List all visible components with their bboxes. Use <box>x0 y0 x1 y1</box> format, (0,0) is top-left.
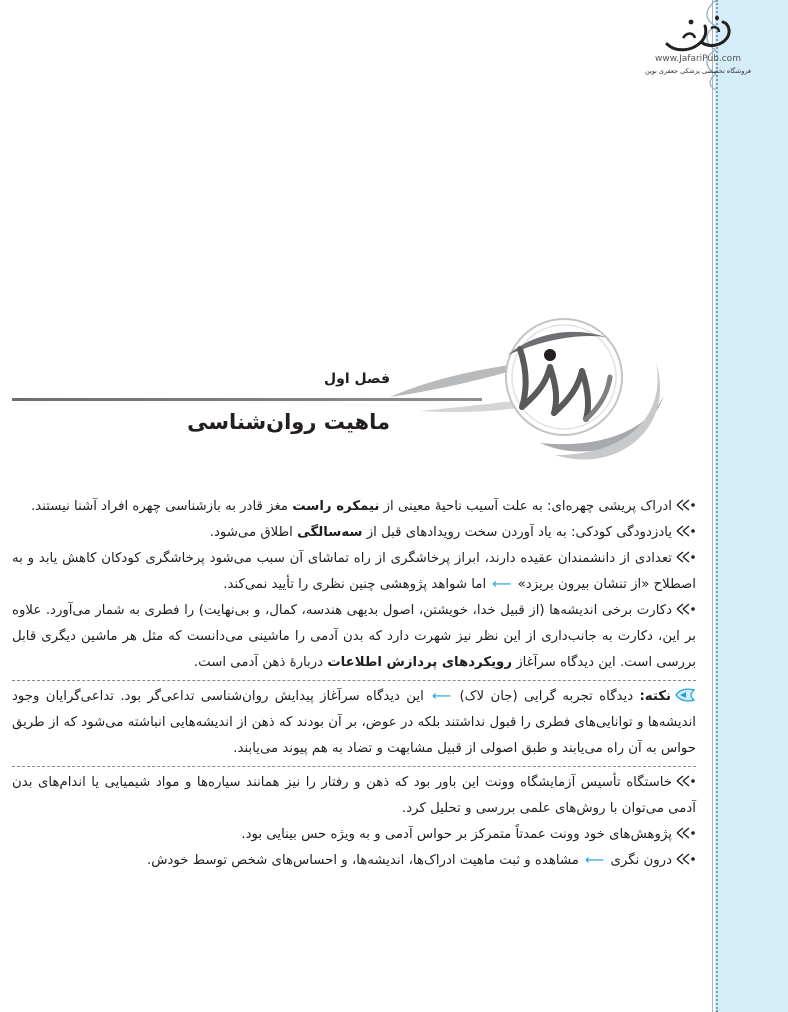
right-arrow-icon: ⟵ <box>432 689 452 704</box>
item-text: اما شواهد پژوهشی چنین نظری را تأیید نمی‌کند. <box>223 577 487 592</box>
side-color-strip <box>715 0 788 1012</box>
double-chevron-bullet-icon <box>676 827 696 839</box>
chapter-title: ماهیت روان‌شناسی <box>187 410 390 434</box>
item-bold-text: سه‌سالگی <box>297 525 363 540</box>
item-text: دکارت برخی اندیشه‌ها (از قبیل خدا، خویشتن، اصول بدیهی هندسه، کمال، و بی‌نهایت) را فطری به شمار می‌آورد. علاوه بر این، دکارت به جانب‌داری از این نظر نیز شهرت دارد که بدن آدمی را ماشینی می‌دانست که مثل هر ماشین دیگری قابل بررسی است. این دیدگاه سرآغاز <box>12 603 696 670</box>
note-block <box>12 684 696 762</box>
note-pointer-icon <box>674 687 696 703</box>
item-text: خاستگاه تأسیس آزمایشگاه وونت این باور بود که ذهن و رفتار را نیز همانند سیاره‌ها و مواد شیمیایی یا اندام‌های بدن آدمی می‌توان با روش‌های علمی بررسی و تحلیل کرد. <box>12 775 696 816</box>
double-chevron-bullet-icon <box>676 499 696 511</box>
publisher-url: www.JafariPub.com <box>655 54 741 64</box>
right-arrow-icon: ⟵ <box>492 577 512 592</box>
note-label: نکته: <box>639 689 671 704</box>
list-item <box>12 598 696 676</box>
chapter-content <box>12 494 696 874</box>
item-text: تعدادی از دانشمندان عقیده دارند، ابراز پرخاشگری از راه تماشای آن سبب می‌شود پرخاشگری کودکان کاهش یابد و به اصطلاح «از تنشان بیرون بریزد» <box>12 551 696 592</box>
chapter-label: فصل اول <box>324 371 390 387</box>
item-text: مغز قادر به بازشناسی چهره افراد آشنا نیستند. <box>30 499 293 514</box>
chapter-rule <box>12 398 482 401</box>
double-chevron-bullet-icon <box>676 551 696 563</box>
item-text: یادزدودگی کودکی: به یاد آوردن سخت رویدادهای قبل از <box>362 525 672 540</box>
item-text: درون نگری <box>606 853 672 868</box>
item-text: پژوهش‌های خود وونت عمدتاً متمرکز بر حواس آدمی و به ویژه حس بینایی بود. <box>241 827 672 842</box>
list-item <box>12 494 696 520</box>
note-text: دیدگاه تجربه گرایی (جان لاک) <box>453 689 640 704</box>
margin-line <box>712 0 713 1012</box>
publisher-logo <box>632 14 764 96</box>
right-arrow-icon: ⟵ <box>585 853 605 868</box>
chapter-emblem <box>380 315 680 465</box>
double-chevron-bullet-icon <box>676 853 696 865</box>
list-item <box>12 770 696 822</box>
double-chevron-bullet-icon <box>676 775 696 787</box>
dashed-divider <box>12 680 696 681</box>
double-chevron-bullet-icon <box>676 525 696 537</box>
item-text: ادراک پریشی چهره‌ای: به علت آسیب ناحیهٔ معینی از <box>379 499 672 514</box>
dashed-divider <box>12 766 696 767</box>
dotted-margin <box>716 0 718 1012</box>
item-text: اطلاق می‌شود. <box>209 525 298 540</box>
item-text: مشاهده و ثبت ماهیت ادراک‌ها، اندیشه‌ها، و احساس‌های شخص توسط خودش. <box>147 853 584 868</box>
item-text: دربارهٔ ذهن آدمی است. <box>193 655 328 670</box>
list-item <box>12 546 696 598</box>
list-item <box>12 848 696 874</box>
publisher-logo-icon <box>661 14 735 54</box>
list-item <box>12 520 696 546</box>
item-bold-text: نیمکره راست <box>292 499 380 514</box>
list-item <box>12 822 696 848</box>
item-bold-text: رویکردهای پردازش اطلاعات <box>327 655 512 670</box>
note-text: این دیدگاه سرآغاز پیدایش روان‌شناسی تداعی‌گر بود. تداعی‌گرایان وجود اندیشه‌ها و توانایی‌های فطری را قبول نداشتند بلکه در عوض، بر آن بودند که ذهن از اندیشه‌هایی انباشته می‌شود که از طریق حواس به آن راه می‌یابند و طبق اصولی از قبیل مشابهت و تضاد به هم پیوند می‌یابند. <box>12 689 696 756</box>
publisher-tagline: فروشگاه تخصصی پزشکی جعفری نوین <box>644 67 752 75</box>
double-chevron-bullet-icon <box>676 603 696 615</box>
